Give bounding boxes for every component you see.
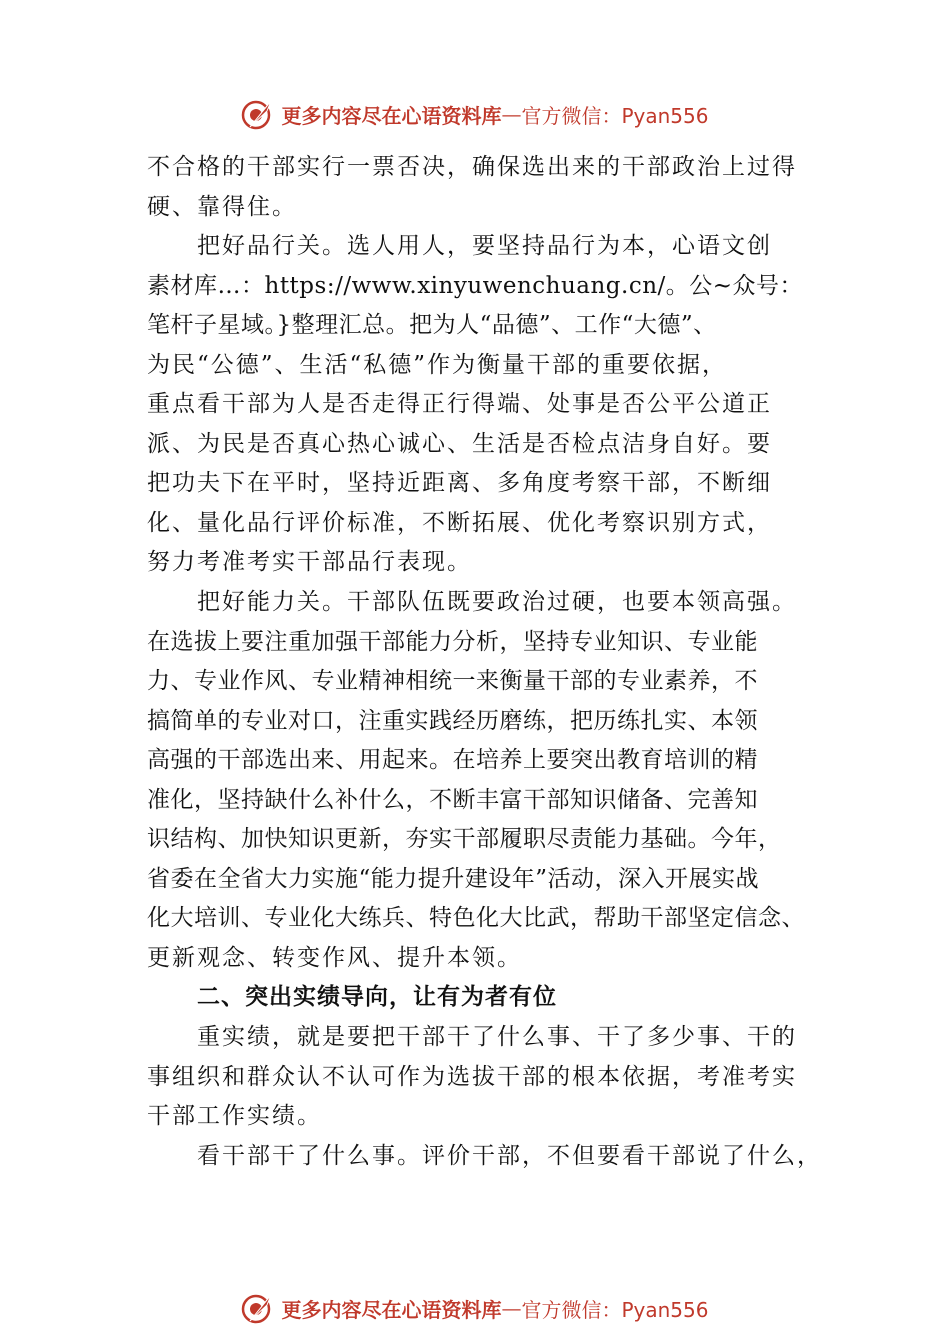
body-line: 干部工作实绩。 xyxy=(147,1103,322,1130)
body-line: 省委在全省大力实施“能力提升建设年”活动，深入开展实战 xyxy=(147,865,760,892)
section-heading: 二、突出实绩导向，让有为者有位 xyxy=(197,984,557,1011)
paragraph-start-line: 把好能力关。干部队伍既要政治过硬，也要本领高强。 xyxy=(197,589,797,616)
quill-logo-icon xyxy=(241,97,275,131)
body-line: 努力考准考实干部品行表现。 xyxy=(147,549,472,576)
body-line: 化、量化品行评价标准，不断拓展、优化考察识别方式， xyxy=(147,509,772,536)
header-wechat-text: 官方微信：Pyan556 xyxy=(521,103,709,128)
paragraph-start-line: 把好品行关。选人用人，要坚持品行为本，心语文创 xyxy=(197,233,772,260)
body-line: 不合格的干部实行一票否决，确保选出来的干部政治上过得 xyxy=(147,154,797,180)
body-line: 素材库…：https://www.xinyuwenchuang.cn/。公~众号： xyxy=(147,272,804,299)
footer-site-text: 更多内容尽在心语资料库 xyxy=(281,1297,502,1322)
body-line: 高强的干部选出来、用起来。在培养上要突出教育培训的精 xyxy=(147,747,758,774)
body-line: 更新观念、转变作风、提升本领。 xyxy=(147,944,522,971)
body-line: 事组织和群众认不认可作为选拔干部的根本依据，考准考实 xyxy=(147,1063,797,1090)
paragraph-start-line: 重实绩，就是要把干部干了什么事、干了多少事、干的 xyxy=(197,1024,797,1051)
body-line: 派、为民是否真心热心诚心、生活是否检点洁身自好。要 xyxy=(147,430,772,457)
body-line: 识结构、加快知识更新，夯实干部履职尽责能力基础。今年， xyxy=(147,826,782,853)
header-site-text: 更多内容尽在心语资料库 xyxy=(281,103,502,128)
footer-separator: — xyxy=(501,1296,522,1320)
header-banner xyxy=(0,94,950,134)
body-line: 力、专业作风、专业精神相统一来衡量干部的专业素养，不 xyxy=(147,668,758,695)
body-line: 准化，坚持缺什么补什么，不断丰富干部知识储备、完善知 xyxy=(147,786,758,813)
body-line: 笔杆子星域。}整理汇总。把为人“品德”、工作“大德”、 xyxy=(147,312,717,339)
body-line: 为民“公德”、生活“私德”作为衡量干部的重要依据， xyxy=(147,351,728,378)
body-line: 搞简单的专业对口，注重实践经历磨练，把历练扎实、本领 xyxy=(147,707,758,734)
quill-logo-icon xyxy=(241,1291,275,1325)
document-body xyxy=(147,148,847,1176)
paragraph-start-line: 看干部干了什么事。评价干部，不但要看干部说了什么， xyxy=(197,1142,822,1169)
footer-banner xyxy=(0,1288,950,1328)
body-line: 硬、靠得住。 xyxy=(147,193,297,220)
body-line: 在选拔上要注重加强干部能力分析，坚持专业知识、专业能 xyxy=(147,628,758,655)
body-line: 把功夫下在平时，坚持近距离、多角度考察干部，不断细 xyxy=(147,470,772,497)
footer-wechat-text: 官方微信：Pyan556 xyxy=(521,1297,709,1322)
body-line: 化大培训、专业化大练兵、特色化大比武，帮助干部坚定信念、 xyxy=(147,905,805,932)
header-separator: — xyxy=(501,102,522,126)
body-line: 重点看干部为人是否走得正行得端、处事是否公平公道正 xyxy=(147,391,772,418)
